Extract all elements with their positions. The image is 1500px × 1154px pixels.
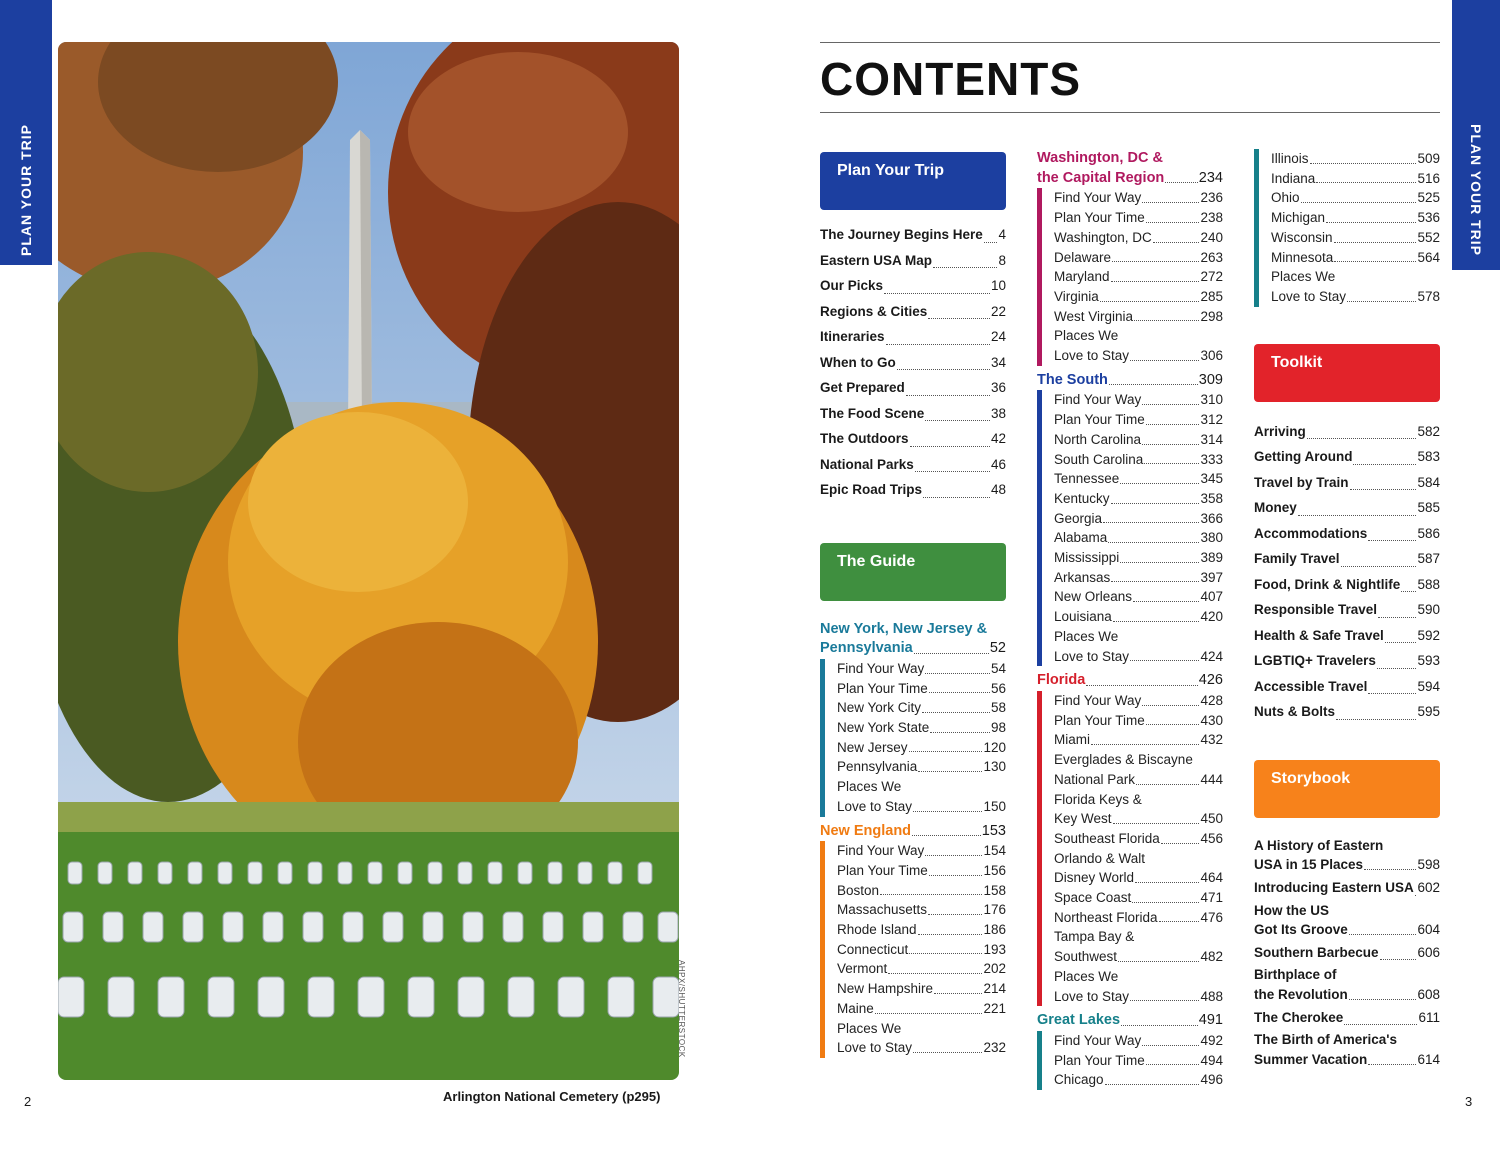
toc-subentry: Places We (1271, 269, 1336, 285)
toc-entry[interactable]: Accommodations 586 (1254, 525, 1440, 541)
toc-subentry[interactable]: Plan Your Time 238 (1054, 210, 1223, 226)
region-dc[interactable]: Washington, DC & the Capital Region 234 (1037, 150, 1223, 186)
toc-entry[interactable]: LGBTIQ+ Travelers 593 (1254, 653, 1440, 669)
toc-subentry[interactable]: Love to Stay 578 (1271, 288, 1440, 304)
region-ny-subentries (820, 659, 1006, 817)
toc-subentry: Places We (837, 1020, 902, 1036)
toc-subentry[interactable]: Southeast Florida 456 (1054, 830, 1223, 846)
toc-subentry[interactable]: Southwest 482 (1054, 949, 1223, 965)
region-ny-nj-pa[interactable]: New York, New Jersey & Pennsylvania 52 (820, 620, 1006, 657)
toc-subentry[interactable]: New Hampshire 214 (837, 981, 1006, 997)
region-title: New York, New Jersey & (820, 620, 988, 637)
toc-entry[interactable]: Food, Drink & Nightlife 588 (1254, 576, 1440, 592)
toc-subentry[interactable]: National Park 444 (1054, 771, 1223, 787)
toc-entry[interactable]: The Outdoors 42 (820, 431, 1006, 446)
toc-subentry[interactable]: Love to Stay 488 (1054, 988, 1223, 1004)
toc-subentry[interactable]: Love to Stay 306 (1054, 348, 1223, 364)
toc-subentry[interactable]: Ohio 525 (1271, 190, 1440, 206)
toc-entry[interactable]: Epic Road Trips 48 (820, 482, 1006, 497)
region-south-subentries (1037, 390, 1223, 666)
toc-subentry[interactable]: Minnesota 564 (1271, 249, 1440, 265)
toc-entry[interactable]: Southern Barbecue 606 (1254, 944, 1440, 960)
plan-your-trip-header: Plan Your Trip (820, 152, 1006, 210)
column-2 (1037, 149, 1223, 1090)
toc-entry[interactable]: USA in 15 Places 598 (1254, 857, 1440, 873)
toc-subentry[interactable]: Disney World 464 (1054, 870, 1223, 886)
region-lakes-continued (1254, 149, 1440, 307)
region-florida-subentries (1037, 691, 1223, 1006)
toc-subentry: Places We (1054, 968, 1119, 984)
toc-subentry[interactable]: Kentucky 358 (1054, 490, 1223, 506)
toc-entry[interactable]: Accessible Travel 594 (1254, 678, 1440, 694)
toc-entry[interactable]: National Parks 46 (820, 456, 1006, 472)
toc-subentry[interactable]: Indiana 516 (1271, 170, 1440, 186)
toc-entry[interactable]: Summer Vacation 614 (1254, 1052, 1440, 1068)
toc-subentry[interactable]: Connecticut 193 (837, 941, 1006, 957)
photo-caption: Arlington National Cemetery (p295) (443, 1089, 661, 1104)
toc-entry[interactable]: Eastern USA Map 8 (820, 252, 1006, 268)
toc-subentry[interactable]: Arkansas 397 (1054, 569, 1223, 585)
toc-subentry[interactable]: Plan Your Time 156 (837, 862, 1006, 878)
region-title: Washington, DC & (1037, 150, 1163, 166)
toc-subentry[interactable]: Miami 432 (1054, 732, 1223, 748)
toc-subentry[interactable]: Plan Your Time 312 (1054, 412, 1223, 428)
toc-subentry[interactable]: Plan Your Time 494 (1054, 1052, 1223, 1068)
toc-entry-line: How the US (1254, 902, 1330, 918)
toc-entry[interactable]: Money 585 (1254, 500, 1440, 516)
toc-entry[interactable]: Family Travel 587 (1254, 551, 1440, 567)
toc-subentry: Places We (837, 779, 902, 795)
storybook-header: Storybook (1254, 760, 1440, 818)
column-3 (1254, 149, 1440, 1070)
toc-entry[interactable]: Nuts & Bolts 595 (1254, 704, 1440, 720)
toc-subentry[interactable]: Plan Your Time 430 (1054, 712, 1223, 728)
title-rule (820, 112, 1440, 113)
column-1 (820, 152, 1006, 1058)
toc-subentry[interactable]: Maine 221 (837, 1000, 1006, 1016)
the-guide-header: The Guide (820, 543, 1006, 601)
toc-entry-line: A History of Eastern (1254, 837, 1384, 853)
toc-subentry[interactable]: Plan Your Time 56 (837, 680, 1006, 696)
toc-subentry[interactable]: Find Your Way 154 (837, 843, 1006, 859)
toc-subentry[interactable]: Boston 158 (837, 882, 1006, 898)
toolkit-header: Toolkit (1254, 344, 1440, 402)
region-great-lakes[interactable]: Great Lakes 491 (1037, 1012, 1223, 1029)
toc-entry[interactable]: Responsible Travel 590 (1254, 602, 1440, 618)
region-dc-subentries (1037, 188, 1223, 365)
toc-subentry[interactable]: Love to Stay 232 (837, 1040, 1006, 1056)
toc-subentry[interactable]: Wisconsin 552 (1271, 229, 1440, 245)
region-new-england[interactable]: New England 153 (820, 822, 1006, 839)
toc-subentry[interactable]: New Jersey 120 (837, 739, 1006, 755)
toc-subentry[interactable]: Find Your Way 310 (1054, 392, 1223, 408)
toc-subentry[interactable]: Michigan 536 (1271, 210, 1440, 226)
toc-subentry[interactable]: Massachusetts 176 (837, 902, 1006, 918)
toc-entry[interactable]: The Food Scene 38 (820, 405, 1006, 421)
toc-subentry[interactable]: Mississippi 389 (1054, 550, 1223, 566)
storybook-list (1254, 836, 1440, 1070)
toc-subentry[interactable]: Love to Stay 424 (1054, 648, 1223, 664)
region-florida[interactable]: Florida 426 (1037, 672, 1223, 689)
photo-credit: AHPX/SHUTTERSTOCK (677, 960, 686, 1058)
toc-subentry[interactable]: Find Your Way 236 (1054, 190, 1223, 206)
toc-subentry[interactable]: New Orleans 407 (1054, 589, 1223, 605)
toc-entry[interactable]: Arriving 582 (1254, 423, 1440, 439)
side-tab-left (0, 0, 52, 265)
toc-subentry[interactable]: Washington, DC 240 (1054, 229, 1223, 245)
toc-entry-line: Birthplace of (1254, 967, 1337, 983)
toc-subentry[interactable]: Find Your Way 54 (837, 660, 1006, 676)
toc-subentry[interactable]: Louisiana 420 (1054, 609, 1223, 625)
toc-subentry: Everglades & Biscayne (1054, 752, 1193, 768)
toc-entry[interactable]: Health & Safe Travel 592 (1254, 627, 1440, 643)
toc-entry[interactable]: Getting Around 583 (1254, 449, 1440, 465)
side-tab-right (1452, 0, 1500, 270)
toc-entry[interactable]: Travel by Train 584 (1254, 474, 1440, 490)
toc-subentry[interactable]: Vermont 202 (837, 961, 1006, 977)
toc-entry[interactable]: Our Picks 10 (820, 278, 1006, 293)
plan-your-trip-list (820, 222, 1006, 503)
toc-entry[interactable]: the Revolution 608 (1254, 987, 1440, 1003)
toc-entry[interactable]: Got Its Groove 604 (1254, 922, 1440, 938)
toc-subentry[interactable]: Find Your Way 428 (1054, 692, 1223, 708)
toc-subentry[interactable]: Love to Stay 150 (837, 798, 1006, 814)
cover-photo (58, 42, 679, 1080)
toc-subentry[interactable]: Rhode Island 186 (837, 922, 1006, 938)
toc-subentry[interactable]: Alabama 380 (1054, 530, 1223, 546)
region-ne-subentries (820, 841, 1006, 1058)
toc-subentry[interactable]: Chicago 496 (1054, 1072, 1223, 1088)
toc-subentry: Florida Keys & (1054, 791, 1142, 807)
toc-subentry[interactable]: Virginia 285 (1054, 288, 1223, 304)
region-lakes-subentries (1037, 1031, 1223, 1090)
toc-subentry[interactable]: Tennessee 345 (1054, 471, 1223, 487)
toc-subentry[interactable]: North Carolina 314 (1054, 431, 1223, 447)
toc-entry[interactable]: The Journey Begins Here 4 (820, 227, 1006, 242)
top-rule (820, 42, 1440, 43)
toc-subentry[interactable]: West Virginia 298 (1054, 308, 1223, 324)
toolkit-list (1254, 419, 1440, 725)
toc-subentry[interactable]: Illinois 509 (1271, 151, 1440, 166)
toc-subentry[interactable]: New York State 98 (837, 720, 1006, 736)
toc-entry[interactable]: Introducing Eastern USA 602 (1254, 880, 1440, 896)
toc-entry[interactable]: The Cherokee 611 (1254, 1009, 1440, 1025)
toc-subentry[interactable]: Maryland 272 (1054, 269, 1223, 285)
toc-subentry[interactable]: Find Your Way 492 (1054, 1032, 1223, 1048)
page-number-right: 3 (1465, 1094, 1473, 1109)
side-tab-label: PLAN YOUR TRIP (1468, 124, 1484, 256)
region-the-south[interactable]: The South 309 (1037, 371, 1223, 388)
toc-subentry[interactable]: Space Coast 471 (1054, 890, 1223, 906)
toc-subentry[interactable]: South Carolina 333 (1054, 451, 1223, 467)
toc-entry[interactable]: When to Go 34 (820, 354, 1006, 370)
toc-subentry[interactable]: Delaware 263 (1054, 249, 1223, 265)
toc-subentry[interactable]: Pennsylvania 130 (837, 759, 1006, 775)
toc-subentry[interactable]: Northeast Florida 476 (1054, 909, 1223, 925)
toc-entry[interactable]: Get Prepared 36 (820, 380, 1006, 395)
toc-subentry: Orlando & Walt (1054, 850, 1146, 866)
side-tab-label: PLAN YOUR TRIP (18, 124, 34, 256)
toc-subentry[interactable]: New York City 58 (837, 700, 1006, 716)
toc-subentry: Places We (1054, 628, 1119, 644)
toc-entry-line: The Birth of America's (1254, 1032, 1397, 1048)
toc-entry[interactable]: Regions & Cities 22 (820, 303, 1006, 319)
page-title: CONTENTS (820, 53, 1081, 105)
page-number-left: 2 (24, 1094, 32, 1109)
toc-subentry: Places We (1054, 328, 1119, 344)
toc-subentry[interactable]: Key West 450 (1054, 811, 1223, 827)
toc-entry[interactable]: Itineraries 24 (820, 329, 1006, 344)
toc-subentry: Tampa Bay & (1054, 929, 1135, 945)
toc-subentry[interactable]: Georgia 366 (1054, 510, 1223, 526)
